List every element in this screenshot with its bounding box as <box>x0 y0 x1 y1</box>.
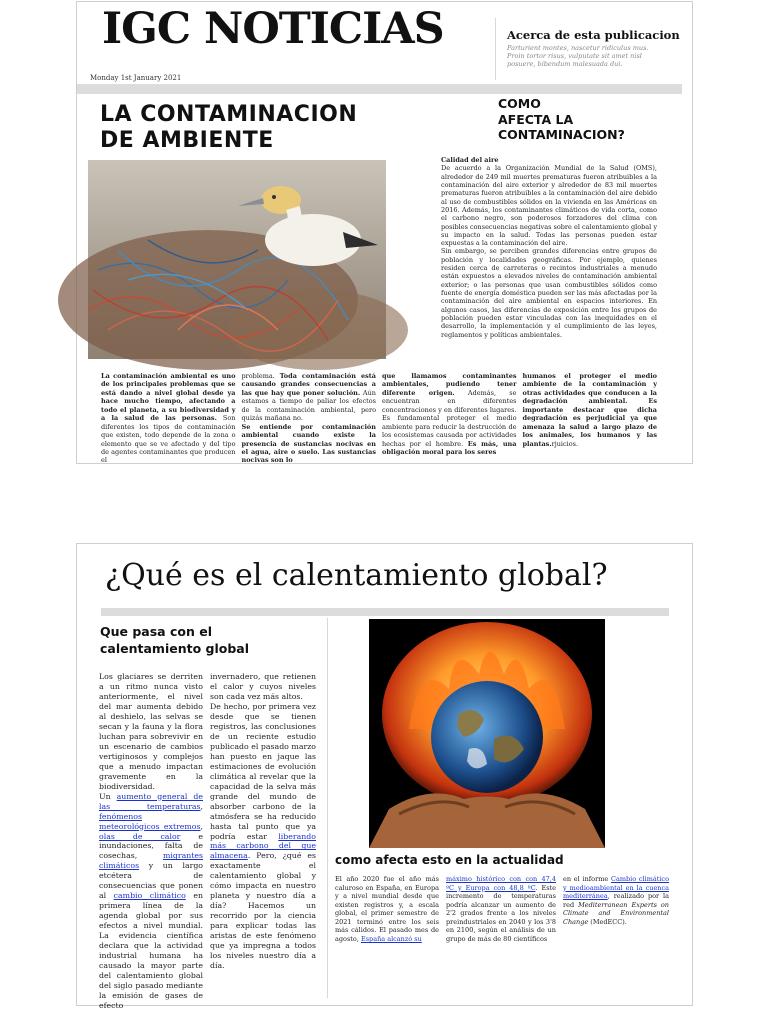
page2-header-rule <box>101 608 669 616</box>
link-heat-waves[interactable]: olas de calor <box>99 831 181 841</box>
page2-title: ¿Qué es el calentamiento global? <box>105 558 608 593</box>
impact-col-2: máximo histórico con con 47,4 ºC y Europa con 48,8 ºC. Este incremento de temperaturas podría alcanzar un aumento de 2'2 grados frente a los niveles preindustriales en 2040 y los 3'8 en 2100, según el análisis de un grupo de más de 80 científicos <box>446 875 557 944</box>
question-title: COMO AFECTA LA CONTAMINACION? <box>498 96 625 143</box>
link-carbon-release[interactable]: liberando más carbono del que almacena <box>210 831 316 861</box>
newspaper-page-2 <box>76 543 693 1010</box>
link-climate-change[interactable]: cambio climático <box>113 891 186 901</box>
gannet-nest-image <box>88 160 386 359</box>
global-warming-col-1: Los glaciares se derriten a un ritmo nunca visto anteriormente, el nivel del mar aumenta debido al deshielo, las selvas se secan y la fauna y la flora luchan para sobrevivir en un escenario de cambios vertiginosos y complejos que a menudo impactan gravemente en la biodiversidad. Un aumento general de las temperaturas, fenómenos meteorológicos extremos, olas de calor e inundaciones, falta de cosechas, migrantes climáticos y un largo etcétera de consecuencias que ponen al cambio climático en primera línea de la agenda global por sus efectos a nivel mundial. La evidencia científica declara que la actividad industrial humana ha causado la mayor parte del calentamiento global del siglo pasado mediante la emisión de gases de efecto <box>99 672 204 1010</box>
current-impact-subtitle: como afecta esto en la actualidad <box>335 853 564 867</box>
link-medecc-report[interactable]: Cambio climático y medioambiental en la cuenca mediterránea <box>563 875 669 901</box>
impact-col-3: en el informe Cambio climático y medioambiental en la cuenca mediterránea, realizado por la red Mediterranean Experts on Climate and Environmental Change (MedECC). <box>563 875 669 926</box>
masthead: IGC NOTICIAS <box>102 4 444 54</box>
pollution-article-columns <box>101 372 657 465</box>
air-quality-label: Calidad del aire <box>441 156 499 164</box>
about-text: Parturient montes, nascetur ridiculus mus. Proin tortor risus, vulputate sit amet nisl posuere, bibendum malesuada dui. <box>507 44 649 69</box>
pollution-col-2: problema. Toda contaminación está causando grandes consecuencias a las que hay que poner solución. Aún estamos a tiempo de paliar los efectos de la contaminación ambiental, pero quizás mañana no. Se entiende por contaminación ambiental cuando existe la presencia de sustancias nocivas en el agua, aire o suelo. Las sustancias nocivas son lo <box>241 372 376 465</box>
pollution-col-1: La contaminación ambiental es uno de los principales problemas que se está dando a nivel global desde ya hace mucho tiempo, afectando a todo el planeta, a su biodiversidad y a la salud de las personas. Son diferentes los tipos de contaminación que existen, todo depende de la zona o elemento que se ve afectado y del tipo de agentes contaminantes que producen el <box>101 372 236 465</box>
pollution-col-3: que llamamos contaminantes ambientales, pudiendo tener diferente origen. Además, se encuentran en diferentes concentraciones y en diferentes lugares. Es fundamental proteger el medio ambiente para reducir la destrucción de los ecosistemas causada por actividades hechas por el hombre. Es más, una obligación moral para los seres <box>382 372 517 456</box>
air-quality-p1: De acuerdo a la Organización Mundial de la Salud (OMS), alrededor de 249 mil muertes prematuras fueron atribuibles a la contaminación del aire exterior y alrededor de 83 mil muertes prematuras fueron atribuibles a la contaminación del aire debido al uso de combustibles sólidos en la vivienda en las Américas en 2016. Además, los contaminantes climáticos de vida corta, como el carbono negro, son poderosos forzadores del clima con posibles consecuencias negativas sobre el calentamiento global y su impacto en la salud. Todas las personas pueden estar expuestas a la contaminación del aire. <box>441 164 657 248</box>
main-headline: LA CONTAMINACION DE AMBIENTE <box>100 102 358 154</box>
about-title: Acerca de esta publicacion <box>507 28 680 42</box>
link-historic-max[interactable]: máximo histórico con con 47,4 ºC y Europa con 48,8 ºC <box>446 875 556 892</box>
burning-earth-image <box>369 619 605 848</box>
header-rule <box>77 84 682 94</box>
air-quality-p2: Sin embargo, se perciben grandes diferencias entre grupos de población y localidades geográficas. Por ejemplo, quienes residen cerca de carreteras o recintos industriales a menudo están expuestos a elevados niveles de contaminación ambiental exterior; o las personas que usan combustibles sólidos como fuente de energía doméstica pueden ser las más afectadas por la contaminación del aire ambiental en espacios interiores. En algunos casos, las diferencias de exposición entre los grupos de población pueden estar vinculadas con las inequidades en el desarrollo, la implementación y el cumplimiento de las leyes, reglamentos y políticas ambientales. <box>441 247 657 339</box>
impact-col-1: El año 2020 fue el año más caluroso en España, en Europa y a nivel mundial desde que existen registros y, a escala global, el primer semestre de 2021 terminó entre los seis más cálidos. El pasado mes de agosto, España alcanzó su <box>335 875 439 944</box>
link-temperature-increase[interactable]: aumento general de las temperaturas <box>99 791 204 811</box>
global-warming-subtitle: Que pasa con el calentamiento global <box>100 624 250 656</box>
newspaper-page-1 <box>76 1 693 464</box>
air-quality-article <box>441 156 657 339</box>
link-climate-migrants[interactable]: migrantes climáticos <box>99 851 203 871</box>
link-spain-record[interactable]: España alcanzó su <box>360 935 422 944</box>
pollution-col-4: humanos el proteger el medio ambiente de la contaminación y otras actividades que conducen a la degradación ambiental. Es importante destacar que dicha degradación es perjudicial ya que amenaza la salud a largo plazo de los animales, los humanos y las plantas.rjuicios. <box>522 372 657 448</box>
global-warming-col-2: invernadero, que retienen el calor y cuyos niveles son cada vez más altos. De hecho, por primera vez desde que se tienen registros, las conclusiones de un reciente estudio publicado el pasado marzo han puesto en jaque las estimaciones de evolución climática al revelar que la capacidad de la selva más grande del mundo de absorber carbono de la atmósfera se ha reducido hasta tal punto que ya podría estar liberando más carbono del que almacena. Pero, ¿qué es exactamente el calentamiento global y cómo impacta en nuestro planeta y nuestro día a día? Hacemos un recorrido por la ciencia para explicar todas las aristas de este fenómeno que ya impregna a todos los niveles nuestro día a día. <box>210 672 316 971</box>
column-divider <box>327 618 328 998</box>
gannet-photo <box>88 160 386 359</box>
burning-earth-photo <box>369 619 605 848</box>
link-extreme-weather[interactable]: fenómenos meteorológicos extremos <box>99 811 201 831</box>
masthead-divider <box>495 18 496 80</box>
issue-date: Monday 1st January 2021 <box>90 74 182 82</box>
